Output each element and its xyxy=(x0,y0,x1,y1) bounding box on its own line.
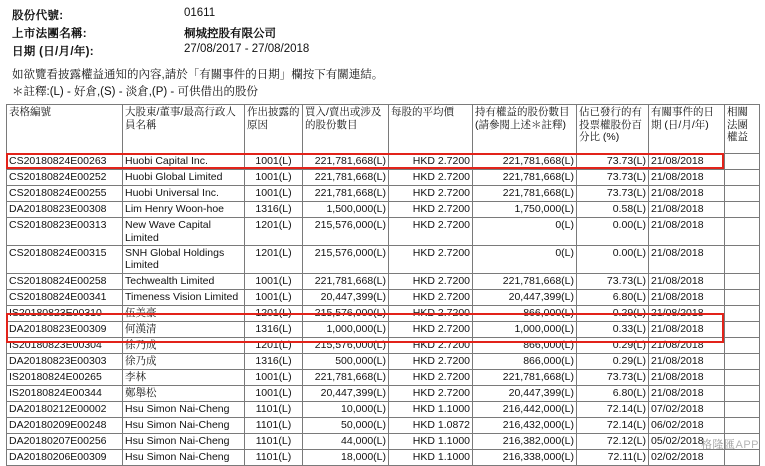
cell-name: New Wave Capital Limited xyxy=(123,218,245,246)
cell-percent: 73.73(L) xyxy=(577,170,649,186)
cell-name: SNH Global Holdings Limited xyxy=(123,246,245,274)
cell-reason: 1001(L) xyxy=(245,385,303,401)
cell-related-corp xyxy=(725,385,760,401)
cell-percent: 73.73(L) xyxy=(577,186,649,202)
cell-average-price: HKD 2.7200 xyxy=(389,337,473,353)
column-header-related-corp: 相關法團權益 xyxy=(725,105,760,154)
cell-form-serial[interactable]: DA20180823E00308 xyxy=(7,202,123,218)
cell-average-price: HKD 2.7200 xyxy=(389,218,473,246)
table-wrapper xyxy=(6,104,759,466)
cell-shares-involved: 221,781,668(L) xyxy=(303,154,389,170)
table-row[interactable] xyxy=(7,337,760,353)
cell-shares-held: 216,382,000(L) xyxy=(473,433,577,449)
meta-row xyxy=(12,42,309,60)
column-header-name: 大股東/董事/最高行政人員名稱 xyxy=(123,105,245,154)
cell-percent: 72.14(L) xyxy=(577,417,649,433)
cell-name: Hsu Simon Nai-Cheng xyxy=(123,449,245,465)
disclosure-table xyxy=(6,104,760,466)
table-row[interactable] xyxy=(7,202,760,218)
cell-reason: 1101(L) xyxy=(245,449,303,465)
watermark xyxy=(701,436,759,452)
cell-average-price: HKD 1.1000 xyxy=(389,401,473,417)
notes-block xyxy=(12,67,759,100)
cell-percent: 72.12(L) xyxy=(577,433,649,449)
cell-event-date[interactable]: 21/08/2018 xyxy=(649,289,725,305)
cell-reason: 1201(L) xyxy=(245,305,303,321)
cell-reason: 1001(L) xyxy=(245,289,303,305)
cell-shares-involved: 20,447,399(L) xyxy=(303,289,389,305)
cell-related-corp xyxy=(725,305,760,321)
cell-name: Lim Henry Woon-hoe xyxy=(123,202,245,218)
cell-event-date[interactable]: 02/02/2018 xyxy=(649,449,725,465)
cell-name: Hsu Simon Nai-Cheng xyxy=(123,401,245,417)
cell-shares-involved: 18,000(L) xyxy=(303,449,389,465)
cell-percent: 72.14(L) xyxy=(577,401,649,417)
cell-event-date[interactable]: 21/08/2018 xyxy=(649,337,725,353)
cell-shares-held: 221,781,668(L) xyxy=(473,186,577,202)
cell-related-corp xyxy=(725,369,760,385)
column-header-shares-involved: 買入/賣出或涉及的股份數目 xyxy=(303,105,389,154)
column-header-event-date: 有關事件的日期 (日/月/年) xyxy=(649,105,725,154)
cell-name: 李林 xyxy=(123,369,245,385)
meta-label-company-name: 上市法團名稱: xyxy=(12,28,87,40)
cell-form-serial[interactable]: DA20180207E00256 xyxy=(7,433,123,449)
cell-shares-held: 0(L) xyxy=(473,246,577,274)
cell-shares-involved: 10,000(L) xyxy=(303,401,389,417)
meta-value-stock-code: 01611 xyxy=(184,7,216,19)
cell-percent: 0.00(L) xyxy=(577,246,649,274)
cell-form-serial[interactable]: CS20180824E00315 xyxy=(7,246,123,274)
cell-shares-held: 20,447,399(L) xyxy=(473,385,577,401)
cell-related-corp xyxy=(725,170,760,186)
cell-form-serial[interactable]: CS20180824E00341 xyxy=(7,289,123,305)
column-header-reason: 作出披露的原因 xyxy=(245,105,303,154)
cell-name: Techwealth Limited xyxy=(123,273,245,289)
cell-shares-held: 866,000(L) xyxy=(473,353,577,369)
cell-shares-held: 216,338,000(L) xyxy=(473,449,577,465)
cell-average-price: HKD 2.7200 xyxy=(389,321,473,337)
meta-value-company-name: 桐城控股有限公司 xyxy=(184,28,276,40)
cell-shares-held: 1,000,000(L) xyxy=(473,321,577,337)
cell-related-corp xyxy=(725,401,760,417)
cell-name: Hsu Simon Nai-Cheng xyxy=(123,417,245,433)
cell-name: 伍美豪 xyxy=(123,305,245,321)
watermark-text: 格隆匯 xyxy=(700,439,736,451)
meta-row xyxy=(12,6,309,24)
column-header-percent: 佔已發行的有投票權股份百分比 (%) xyxy=(577,105,649,154)
cell-event-date[interactable]: 06/02/2018 xyxy=(649,417,725,433)
cell-shares-involved: 44,000(L) xyxy=(303,433,389,449)
cell-name: Huobi Universal Inc. xyxy=(123,186,245,202)
cell-shares-involved: 215,576,000(L) xyxy=(303,337,389,353)
meta-label-stock-code: 股份代號: xyxy=(12,10,64,22)
cell-name: Huobi Global Limited xyxy=(123,170,245,186)
cell-percent: 0.58(L) xyxy=(577,202,649,218)
cell-name: Timeness Vision Limited xyxy=(123,289,245,305)
watermark-app: APP xyxy=(735,439,759,451)
cell-event-date[interactable]: 21/08/2018 xyxy=(649,353,725,369)
cell-event-date[interactable]: 21/08/2018 xyxy=(649,218,725,246)
cell-reason: 1201(L) xyxy=(245,337,303,353)
cell-form-serial[interactable]: IS20180823E00304 xyxy=(7,337,123,353)
cell-reason: 1001(L) xyxy=(245,186,303,202)
cell-shares-involved: 50,000(L) xyxy=(303,417,389,433)
cell-shares-held: 0(L) xyxy=(473,218,577,246)
cell-average-price: HKD 1.1000 xyxy=(389,433,473,449)
cell-percent: 0.29(L) xyxy=(577,353,649,369)
cell-event-date[interactable]: 21/08/2018 xyxy=(649,186,725,202)
cell-reason: 1316(L) xyxy=(245,202,303,218)
cell-average-price: HKD 1.0872 xyxy=(389,417,473,433)
cell-average-price: HKD 1.1000 xyxy=(389,449,473,465)
meta-value-date-range: 27/08/2017 - 27/08/2018 xyxy=(184,43,310,55)
cell-form-serial[interactable]: CS20180824E00263 xyxy=(7,154,123,170)
cell-shares-involved: 215,576,000(L) xyxy=(303,305,389,321)
column-header-shares-held: 持有權益的股份數目 (請參閱上述＊註釋) xyxy=(473,105,577,154)
cell-reason: 1001(L) xyxy=(245,273,303,289)
cell-percent: 72.11(L) xyxy=(577,449,649,465)
note-instruction: 如欲覽看披露權益通知的內容,請於「有關事件的日期」欄按下有關連結。 xyxy=(12,69,384,81)
table-row[interactable] xyxy=(7,433,760,449)
cell-shares-held: 221,781,668(L) xyxy=(473,170,577,186)
cell-average-price: HKD 2.7200 xyxy=(389,289,473,305)
cell-shares-held: 221,781,668(L) xyxy=(473,273,577,289)
cell-form-serial[interactable]: IS20180824E00265 xyxy=(7,369,123,385)
cell-percent: 0.00(L) xyxy=(577,218,649,246)
table-row[interactable] xyxy=(7,273,760,289)
note-legend: ＊註釋:(L) - 好倉,(S) - 淡倉,(P) - 可供借出的股份 xyxy=(12,85,258,98)
cell-event-date[interactable]: 21/08/2018 xyxy=(649,202,725,218)
cell-reason: 1201(L) xyxy=(245,218,303,246)
table-row[interactable] xyxy=(7,170,760,186)
cell-name: 徐乃成 xyxy=(123,337,245,353)
cell-average-price: HKD 2.7200 xyxy=(389,202,473,218)
cell-average-price: HKD 2.7200 xyxy=(389,369,473,385)
cell-average-price: HKD 2.7200 xyxy=(389,154,473,170)
cell-related-corp xyxy=(725,353,760,369)
cell-form-serial[interactable]: IS20180823E00310 xyxy=(7,305,123,321)
cell-percent: 6.80(L) xyxy=(577,289,649,305)
cell-shares-held: 20,447,399(L) xyxy=(473,289,577,305)
cell-event-date[interactable]: 21/08/2018 xyxy=(649,170,725,186)
table-row[interactable] xyxy=(7,417,760,433)
cell-related-corp xyxy=(725,202,760,218)
cell-form-serial[interactable]: DA20180212E00002 xyxy=(7,401,123,417)
cell-shares-involved: 215,576,000(L) xyxy=(303,218,389,246)
cell-percent: 73.73(L) xyxy=(577,273,649,289)
cell-name: Hsu Simon Nai-Cheng xyxy=(123,433,245,449)
cell-name: Huobi Capital Inc. xyxy=(123,154,245,170)
cell-event-date[interactable]: 21/08/2018 xyxy=(649,321,725,337)
cell-average-price: HKD 2.7200 xyxy=(389,186,473,202)
cell-form-serial[interactable]: DA20180206E00309 xyxy=(7,449,123,465)
cell-reason: 1101(L) xyxy=(245,433,303,449)
cell-reason: 1316(L) xyxy=(245,353,303,369)
cell-shares-held: 221,781,668(L) xyxy=(473,369,577,385)
column-header-average-price: 每股的平均價 xyxy=(389,105,473,154)
table-row[interactable] xyxy=(7,154,760,170)
cell-shares-held: 221,781,668(L) xyxy=(473,154,577,170)
table-row[interactable] xyxy=(7,186,760,202)
cell-shares-held: 866,000(L) xyxy=(473,305,577,321)
cell-shares-involved: 20,447,399(L) xyxy=(303,385,389,401)
table-row[interactable] xyxy=(7,321,760,337)
column-header-form-serial: 表格編號 xyxy=(7,105,123,154)
table-row[interactable] xyxy=(7,289,760,305)
table-row[interactable] xyxy=(7,246,760,274)
cell-shares-held: 216,432,000(L) xyxy=(473,417,577,433)
cell-percent: 73.73(L) xyxy=(577,154,649,170)
cell-average-price: HKD 2.7200 xyxy=(389,385,473,401)
cell-event-date[interactable]: 21/08/2018 xyxy=(649,305,725,321)
cell-reason: 1001(L) xyxy=(245,369,303,385)
cell-related-corp xyxy=(725,273,760,289)
cell-average-price: HKD 2.7200 xyxy=(389,273,473,289)
cell-percent: 6.80(L) xyxy=(577,385,649,401)
cell-event-date[interactable]: 21/08/2018 xyxy=(649,154,725,170)
cell-average-price: HKD 2.7200 xyxy=(389,305,473,321)
cell-name: 何漢清 xyxy=(123,321,245,337)
cell-average-price: HKD 2.7200 xyxy=(389,353,473,369)
cell-form-serial[interactable]: DA20180209E00248 xyxy=(7,417,123,433)
cell-event-date[interactable]: 05/02/2018 xyxy=(649,433,725,449)
cell-related-corp xyxy=(725,289,760,305)
cell-shares-involved: 221,781,668(L) xyxy=(303,369,389,385)
cell-shares-involved: 221,781,668(L) xyxy=(303,273,389,289)
cell-related-corp xyxy=(725,218,760,246)
cell-reason: 1201(L) xyxy=(245,246,303,274)
cell-shares-involved: 221,781,668(L) xyxy=(303,186,389,202)
cell-name: 鄭舉松 xyxy=(123,385,245,401)
cell-reason: 1101(L) xyxy=(245,401,303,417)
cell-average-price: HKD 2.7200 xyxy=(389,246,473,274)
table-row[interactable] xyxy=(7,218,760,246)
cell-average-price: HKD 2.7200 xyxy=(389,170,473,186)
cell-reason: 1101(L) xyxy=(245,417,303,433)
document-meta xyxy=(12,6,309,60)
cell-related-corp xyxy=(725,321,760,337)
table-row[interactable] xyxy=(7,305,760,321)
cell-reason: 1001(L) xyxy=(245,170,303,186)
cell-shares-held: 1,750,000(L) xyxy=(473,202,577,218)
table-row[interactable] xyxy=(7,401,760,417)
cell-shares-involved: 1,500,000(L) xyxy=(303,202,389,218)
cell-shares-involved: 500,000(L) xyxy=(303,353,389,369)
cell-related-corp xyxy=(725,417,760,433)
cell-form-serial[interactable]: DA20180823E00303 xyxy=(7,353,123,369)
cell-form-serial[interactable]: CS20180823E00313 xyxy=(7,218,123,246)
table-row[interactable] xyxy=(7,449,760,465)
cell-reason: 1001(L) xyxy=(245,154,303,170)
cell-related-corp xyxy=(725,186,760,202)
table-header-row xyxy=(7,105,760,154)
meta-row xyxy=(12,24,309,42)
cell-related-corp xyxy=(725,154,760,170)
cell-percent: 0.29(L) xyxy=(577,305,649,321)
cell-form-serial[interactable]: IS20180824E00344 xyxy=(7,385,123,401)
cell-event-date[interactable]: 21/08/2018 xyxy=(649,369,725,385)
cell-shares-involved: 1,000,000(L) xyxy=(303,321,389,337)
table-row[interactable] xyxy=(7,353,760,369)
table-body xyxy=(7,154,760,466)
cell-event-date[interactable]: 21/08/2018 xyxy=(649,246,725,274)
cell-shares-involved: 215,576,000(L) xyxy=(303,246,389,274)
cell-event-date[interactable]: 07/02/2018 xyxy=(649,401,725,417)
table-row[interactable] xyxy=(7,369,760,385)
cell-percent: 73.73(L) xyxy=(577,369,649,385)
cell-event-date[interactable]: 21/08/2018 xyxy=(649,273,725,289)
cell-form-serial[interactable]: CS20180824E00258 xyxy=(7,273,123,289)
cell-shares-involved: 221,781,668(L) xyxy=(303,170,389,186)
table-row[interactable] xyxy=(7,385,760,401)
cell-related-corp xyxy=(725,337,760,353)
cell-related-corp xyxy=(725,246,760,274)
cell-percent: 0.29(L) xyxy=(577,337,649,353)
cell-shares-held: 866,000(L) xyxy=(473,337,577,353)
cell-percent: 0.33(L) xyxy=(577,321,649,337)
cell-form-serial[interactable]: CS20180824E00255 xyxy=(7,186,123,202)
cell-name: 徐乃成 xyxy=(123,353,245,369)
cell-shares-held: 216,442,000(L) xyxy=(473,401,577,417)
cell-form-serial[interactable]: CS20180824E00252 xyxy=(7,170,123,186)
cell-event-date[interactable]: 21/08/2018 xyxy=(649,385,725,401)
cell-form-serial[interactable]: DA20180823E00309 xyxy=(7,321,123,337)
meta-label-date-range: 日期 (日/月/年): xyxy=(12,46,94,58)
cell-reason: 1316(L) xyxy=(245,321,303,337)
